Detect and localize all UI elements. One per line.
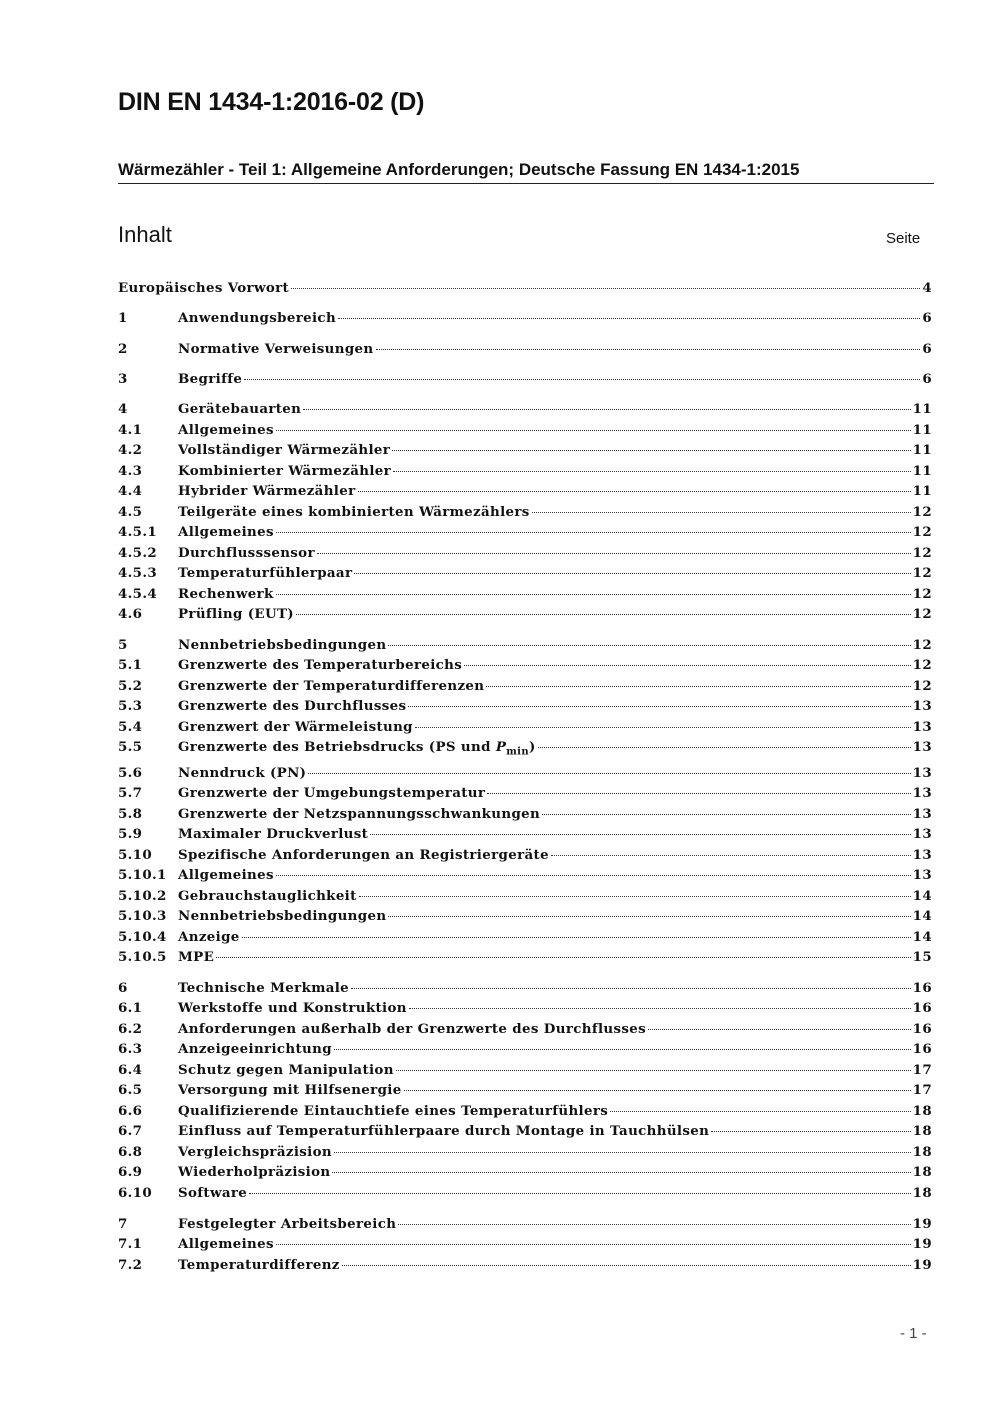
toc-entry-label: Anzeige xyxy=(178,929,240,945)
toc-entry-page: 16 xyxy=(912,1000,932,1016)
toc-entry-label: Kombinierter Wärmezähler xyxy=(178,463,392,479)
toc-entry[interactable] xyxy=(118,1144,932,1164)
toc-entry-number: 5.9 xyxy=(118,826,143,842)
toc-entry-page: 12 xyxy=(912,545,932,561)
toc-entry-page: 18 xyxy=(912,1144,932,1160)
toc-dot-leader xyxy=(276,532,911,533)
toc-dot-leader xyxy=(276,1244,911,1245)
toc-dot-leader xyxy=(242,937,911,938)
toc-entry-page: 6 xyxy=(922,310,932,326)
toc-dot-leader xyxy=(392,450,910,451)
toc-entry-number: 5.10 xyxy=(118,847,153,863)
toc-entry-page: 13 xyxy=(912,765,932,781)
toc-entry[interactable] xyxy=(118,483,932,503)
toc-entry[interactable] xyxy=(118,1123,932,1143)
toc-entry-page: 13 xyxy=(912,826,932,842)
toc-entry-number: 3 xyxy=(118,371,128,387)
toc-entry-label: Werkstoffe und Konstruktion xyxy=(178,1000,407,1016)
toc-dot-leader xyxy=(317,553,911,554)
toc-dot-leader xyxy=(296,614,911,615)
toc-entry-label: Allgemeines xyxy=(178,867,274,883)
toc-entry[interactable] xyxy=(118,980,932,1000)
toc-entry-label: Festgelegter Arbeitsbereich xyxy=(178,1216,397,1232)
toc-entry-label: Versorgung mit Hilfsenergie xyxy=(178,1082,402,1098)
toc-entry-page: 19 xyxy=(912,1216,932,1232)
toc-entry-number: 5.10.4 xyxy=(118,929,167,945)
toc-entry-number: 7 xyxy=(118,1216,128,1232)
toc-entry-label: Grenzwerte der Temperaturdifferenzen xyxy=(178,678,485,694)
toc-dot-leader xyxy=(351,988,911,989)
toc-entry-label: Einfluss auf Temperaturfühlerpaare durch Montage in Tauchhülsen xyxy=(178,1123,710,1139)
toc-entry-number: 6.2 xyxy=(118,1021,143,1037)
toc-entry-page: 4 xyxy=(922,280,932,296)
toc-entry-label: Grenzwerte des Temperaturbereichs xyxy=(178,657,463,673)
toc-entry-label: MPE xyxy=(178,949,215,965)
toc-entry-label: Allgemeines xyxy=(178,422,274,438)
toc-entry-number: 4.5.4 xyxy=(118,586,158,602)
toc-entry[interactable] xyxy=(118,949,932,969)
toc-entry-page: 14 xyxy=(912,888,932,904)
toc-entry-label: Teilgeräte eines kombinierten Wärmezählers xyxy=(178,504,530,520)
toc-entry-page: 13 xyxy=(912,698,932,714)
toc-entry-label: Hybrider Wärmezähler xyxy=(178,483,356,499)
toc-entry[interactable] xyxy=(118,785,932,805)
toc-entry-page: 14 xyxy=(912,929,932,945)
toc-entry-page: 12 xyxy=(912,637,932,653)
toc-entry[interactable] xyxy=(118,888,932,908)
toc-entry[interactable] xyxy=(118,1041,932,1061)
toc-entry[interactable] xyxy=(118,847,932,867)
toc-entry-label: Gerätebauarten xyxy=(178,401,302,417)
toc-entry-page: 18 xyxy=(912,1123,932,1139)
toc-entry-page: 17 xyxy=(912,1082,932,1098)
toc-entry[interactable] xyxy=(118,565,932,585)
toc-entry[interactable] xyxy=(118,606,932,626)
toc-entry-number: 5.10.2 xyxy=(118,888,167,904)
toc-entry-number: 5.5 xyxy=(118,739,143,755)
toc-dot-leader xyxy=(303,409,910,410)
toc-dot-leader xyxy=(358,491,911,492)
toc-dot-leader xyxy=(276,875,911,876)
toc-entry[interactable] xyxy=(118,1000,932,1020)
toc-entry-number: 6.3 xyxy=(118,1041,143,1057)
document-title: DIN EN 1434-1:2016-02 (D) xyxy=(118,88,425,116)
toc-entry[interactable] xyxy=(118,371,932,391)
toc-entry-page: 15 xyxy=(912,949,932,965)
toc-entry-page: 18 xyxy=(912,1103,932,1119)
toc-entry-number: 4 xyxy=(118,401,128,417)
toc-entry-number: 4.3 xyxy=(118,463,143,479)
document-subtitle: Wärmezähler - Teil 1: Allgemeine Anforderungen; Deutsche Fassung EN 1434-1:2015 xyxy=(118,160,800,179)
toc-entry-label: Nennbetriebsbedingungen xyxy=(178,637,387,653)
toc-entry-number: 7.1 xyxy=(118,1236,143,1252)
toc-dot-leader xyxy=(376,349,921,350)
toc-entry-number: 4.5.1 xyxy=(118,524,158,540)
toc-entry-number: 6.1 xyxy=(118,1000,143,1016)
toc-entry[interactable] xyxy=(118,341,932,361)
toc-dot-leader xyxy=(334,1049,911,1050)
toc-entry-label: Maximaler Druckverlust xyxy=(178,826,369,842)
toc-entry[interactable] xyxy=(118,678,932,698)
toc-entry-label: Qualifizierende Eintauchtiefe eines Temperaturfühlers xyxy=(178,1103,609,1119)
toc-entry[interactable] xyxy=(118,1257,932,1277)
toc-entry-label: Prüfling (EUT) xyxy=(178,606,294,622)
toc-entry[interactable] xyxy=(118,719,932,739)
toc-entry-number: 5.10.5 xyxy=(118,949,167,965)
toc-entry-number: 1 xyxy=(118,310,128,326)
toc-dot-leader xyxy=(464,665,911,666)
toc-entry-page: 16 xyxy=(912,1041,932,1057)
toc-dot-leader xyxy=(404,1090,911,1091)
toc-entry-label: Wiederholpräzision xyxy=(178,1164,331,1180)
toc-entry-page: 12 xyxy=(912,586,932,602)
toc-entry-label: Europäisches Vorwort xyxy=(118,280,290,296)
toc-entry-label: Nenndruck (PN) xyxy=(178,765,307,781)
toc-entry-number: 4.5.2 xyxy=(118,545,158,561)
toc-entry-page: 11 xyxy=(912,422,932,438)
toc-entry-number: 4.5 xyxy=(118,504,143,520)
toc-entry[interactable] xyxy=(118,1185,932,1205)
toc-dot-leader xyxy=(532,512,911,513)
toc-dot-leader xyxy=(396,1070,911,1071)
toc-entry-page: 13 xyxy=(912,785,932,801)
toc-entry-page: 19 xyxy=(912,1236,932,1252)
toc-entry[interactable] xyxy=(118,698,932,718)
toc-entry-page: 18 xyxy=(912,1164,932,1180)
toc-entry-label: Temperaturfühlerpaar xyxy=(178,565,353,581)
toc-entry-page: 12 xyxy=(912,504,932,520)
toc-dot-leader xyxy=(338,318,920,319)
toc-entry-label: Normative Verweisungen xyxy=(178,341,374,357)
toc-entry[interactable] xyxy=(118,463,932,483)
toc-entry-label: Grenzwerte des Betriebsdrucks (PS und $P_{min}$) xyxy=(178,739,536,758)
toc-entry[interactable] xyxy=(118,765,932,785)
toc-entry-label: Schutz gegen Manipulation xyxy=(178,1062,394,1078)
toc-heading: Inhalt xyxy=(118,222,172,247)
toc-entry-page: 11 xyxy=(912,442,932,458)
toc-entry-number: 4.6 xyxy=(118,606,143,622)
toc-entry-number: 6.6 xyxy=(118,1103,143,1119)
toc-entry-number: 5 xyxy=(118,637,128,653)
toc-entry[interactable] xyxy=(118,1216,932,1236)
toc-dot-leader xyxy=(334,1152,911,1153)
toc-entry[interactable] xyxy=(118,422,932,442)
toc-entry-label: Gebrauchstauglichkeit xyxy=(178,888,357,904)
toc-entry-page: 16 xyxy=(912,980,932,996)
toc-entry-page: 12 xyxy=(912,606,932,622)
toc-entry[interactable] xyxy=(118,867,932,887)
toc-entry-label: Allgemeines xyxy=(178,1236,274,1252)
toc-entry[interactable] xyxy=(118,657,932,677)
toc-entry-number: 6.4 xyxy=(118,1062,143,1078)
toc-entry-label: Technische Merkmale xyxy=(178,980,350,996)
toc-entry-page: 13 xyxy=(912,847,932,863)
toc-entry-page: 6 xyxy=(922,341,932,357)
toc-entry-label: Temperaturdifferenz xyxy=(178,1257,340,1273)
toc-entry[interactable] xyxy=(118,504,932,524)
toc-entry-page: 11 xyxy=(912,463,932,479)
toc-dot-leader xyxy=(538,747,911,748)
toc-entry-number: 5.3 xyxy=(118,698,143,714)
toc-entry-page: 14 xyxy=(912,908,932,924)
toc-entry[interactable] xyxy=(118,442,932,462)
toc-entry-label: Anforderungen außerhalb der Grenzwerte des Durchflusses xyxy=(178,1021,647,1037)
toc-entry-page: 18 xyxy=(912,1185,932,1201)
toc-page-label: Seite xyxy=(886,230,921,247)
toc-entry-label: Allgemeines xyxy=(178,524,274,540)
toc-entry-label: Grenzwerte der Umgebungstemperatur xyxy=(178,785,486,801)
toc-entry-page: 6 xyxy=(922,371,932,387)
toc-dot-leader xyxy=(244,379,920,380)
toc-entry-number: 4.2 xyxy=(118,442,143,458)
toc-entry-number: 6.7 xyxy=(118,1123,143,1139)
toc-dot-leader xyxy=(408,706,910,707)
toc-dot-leader xyxy=(398,1224,910,1225)
toc-entry-number: 6.9 xyxy=(118,1164,143,1180)
toc-entry-label: Nennbetriebsbedingungen xyxy=(178,908,387,924)
toc-dot-leader xyxy=(291,288,920,289)
toc-entry[interactable] xyxy=(118,280,932,300)
toc-entry-label: Anzeigeeinrichtung xyxy=(178,1041,332,1057)
toc-entry-label: Begriffe xyxy=(178,371,243,387)
toc-entry[interactable] xyxy=(118,524,932,544)
toc-entry-page: 12 xyxy=(912,678,932,694)
toc-entry[interactable] xyxy=(118,739,932,759)
toc-entry-number: 6 xyxy=(118,980,128,996)
toc-entry-number: 5.8 xyxy=(118,806,143,822)
toc-dot-leader xyxy=(487,793,910,794)
toc-entry[interactable] xyxy=(118,1236,932,1256)
toc-dot-leader xyxy=(249,1193,911,1194)
toc-entry-page: 13 xyxy=(912,739,932,755)
toc-entry[interactable] xyxy=(118,1164,932,1184)
toc-entry-label: Spezifische Anforderungen an Registriergeräte xyxy=(178,847,549,863)
toc-entry-label: Grenzwerte des Durchflusses xyxy=(178,698,407,714)
toc-entry-label: Vollständiger Wärmezähler xyxy=(178,442,391,458)
toc-dot-leader xyxy=(359,896,911,897)
toc-entry-label: Grenzwert der Wärmeleistung xyxy=(178,719,413,735)
toc-dot-leader xyxy=(542,814,911,815)
toc-entry-number: 5.10.1 xyxy=(118,867,167,883)
page-number: - 1 - xyxy=(900,1325,927,1342)
toc-dot-leader xyxy=(415,727,911,728)
toc-dot-leader xyxy=(551,855,911,856)
toc-dot-leader xyxy=(370,834,910,835)
toc-entry-number: 6.8 xyxy=(118,1144,143,1160)
toc-entry-label: Vergleichspräzision xyxy=(178,1144,332,1160)
toc-entry[interactable] xyxy=(118,1062,932,1082)
toc-dot-leader xyxy=(711,1131,910,1132)
toc-entry[interactable] xyxy=(118,826,932,846)
toc-entry-number: 5.1 xyxy=(118,657,143,673)
toc-entry-page: 17 xyxy=(912,1062,932,1078)
toc-dot-leader xyxy=(276,594,911,595)
toc-entry-number: 2 xyxy=(118,341,128,357)
toc-entry-label: Grenzwerte der Netzspannungsschwankungen xyxy=(178,806,541,822)
toc-dot-leader xyxy=(216,957,911,958)
toc-entry-number: 5.7 xyxy=(118,785,143,801)
toc-entry-number: 4.5.3 xyxy=(118,565,158,581)
toc-entry-number: 4.1 xyxy=(118,422,143,438)
toc-entry[interactable] xyxy=(118,1103,932,1123)
toc-entry-number: 6.10 xyxy=(118,1185,153,1201)
toc-entry[interactable] xyxy=(118,806,932,826)
toc-entry-page: 16 xyxy=(912,1021,932,1037)
toc-dot-leader xyxy=(486,686,910,687)
toc-entry-number: 7.2 xyxy=(118,1257,143,1273)
toc-entry-page: 13 xyxy=(912,806,932,822)
toc-entry-number: 5.4 xyxy=(118,719,143,735)
toc-entry[interactable] xyxy=(118,908,932,928)
toc-entry-page: 11 xyxy=(912,401,932,417)
toc-dot-leader xyxy=(388,916,910,917)
toc-entry-number: 5.10.3 xyxy=(118,908,167,924)
toc-dot-leader xyxy=(332,1172,910,1173)
toc-entry-page: 11 xyxy=(912,483,932,499)
toc-entry[interactable] xyxy=(118,637,932,657)
toc-entry[interactable] xyxy=(118,586,932,606)
toc-dot-leader xyxy=(342,1265,911,1266)
toc-entry-page: 13 xyxy=(912,719,932,735)
toc-entry-number: 6.5 xyxy=(118,1082,143,1098)
toc-entry-number: 5.2 xyxy=(118,678,143,694)
toc-entry[interactable] xyxy=(118,929,932,949)
toc-entry-page: 12 xyxy=(912,524,932,540)
subtitle-rule xyxy=(118,183,934,184)
toc-entry-page: 12 xyxy=(912,565,932,581)
toc-dot-leader xyxy=(388,645,910,646)
toc-entry-number: 4.4 xyxy=(118,483,143,499)
toc-entry[interactable] xyxy=(118,310,932,330)
toc-entry[interactable] xyxy=(118,1021,932,1041)
toc-dot-leader xyxy=(393,471,911,472)
toc-dot-leader xyxy=(276,430,911,431)
toc-entry-label: Anwendungsbereich xyxy=(178,310,337,326)
toc-entry-label: Durchflusssensor xyxy=(178,545,315,561)
toc-dot-leader xyxy=(610,1111,910,1112)
toc-entry-page: 12 xyxy=(912,657,932,673)
toc-entry[interactable] xyxy=(118,401,932,421)
toc-dot-leader xyxy=(409,1008,911,1009)
toc-dot-leader xyxy=(648,1029,911,1030)
toc-entry-label: Rechenwerk xyxy=(178,586,274,602)
toc-entry[interactable] xyxy=(118,545,932,565)
toc-dot-leader xyxy=(308,773,910,774)
toc-entry[interactable] xyxy=(118,1082,932,1102)
toc-entry-page: 19 xyxy=(912,1257,932,1273)
toc-entry-number: 5.6 xyxy=(118,765,143,781)
toc-entry-label: Software xyxy=(178,1185,248,1201)
toc-entry-page: 13 xyxy=(912,867,932,883)
toc-dot-leader xyxy=(354,573,910,574)
